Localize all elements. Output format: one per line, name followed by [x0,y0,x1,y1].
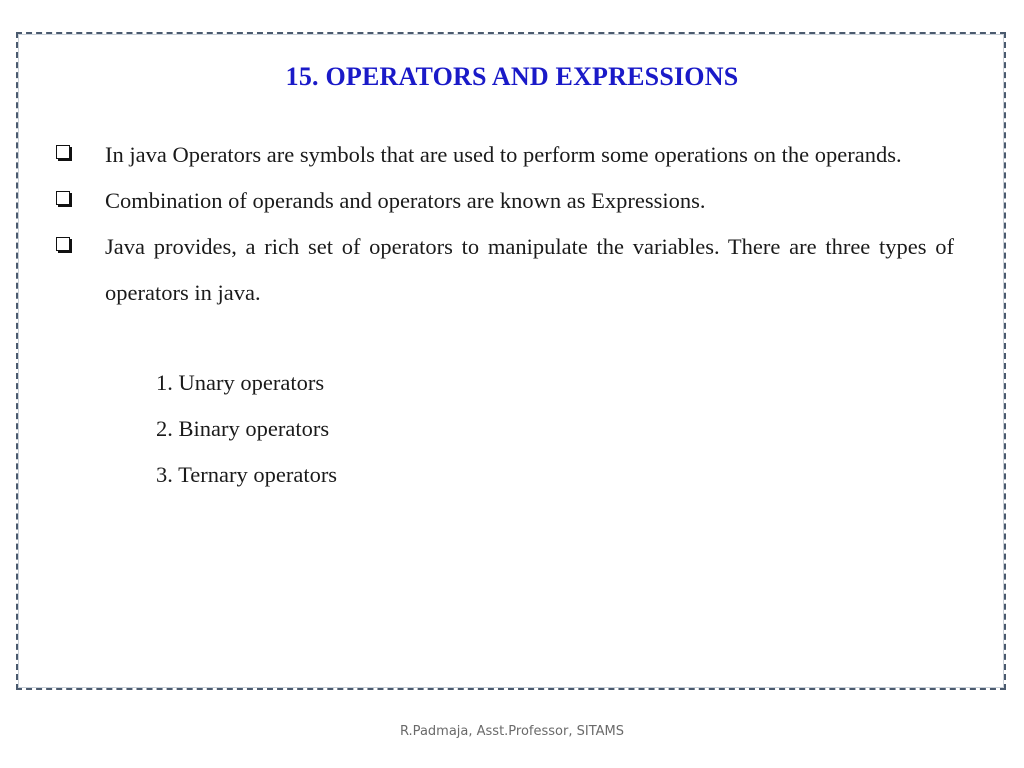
operator-types-list [156,360,337,498]
checkbox-icon [56,237,70,251]
bullet-text: Combination of operands and operators are known as Expressions. [105,188,706,213]
bullet-list [52,132,954,316]
bullet-item [52,224,954,316]
footer-author: R.Padmaja, Asst.Professor, SITAMS [399,724,624,739]
bullet-item [52,178,954,224]
bullet-item [52,132,954,178]
operator-type-item: 2. Binary operators [156,416,330,441]
slide-title: 15. OPERATORS AND EXPRESSIONS [285,62,739,91]
checkbox-icon [56,145,70,159]
operator-type-item: 1. Unary operators [156,370,325,395]
checkbox-icon [56,191,70,205]
bullet-text: In java Operators are symbols that are used to perform some operations on the operands. [105,142,902,167]
operator-type-item: 3. Ternary operators [156,462,338,487]
bullet-text: Java provides, a rich set of operators to manipulate the variables. There are three types of operators in java. [105,234,954,305]
